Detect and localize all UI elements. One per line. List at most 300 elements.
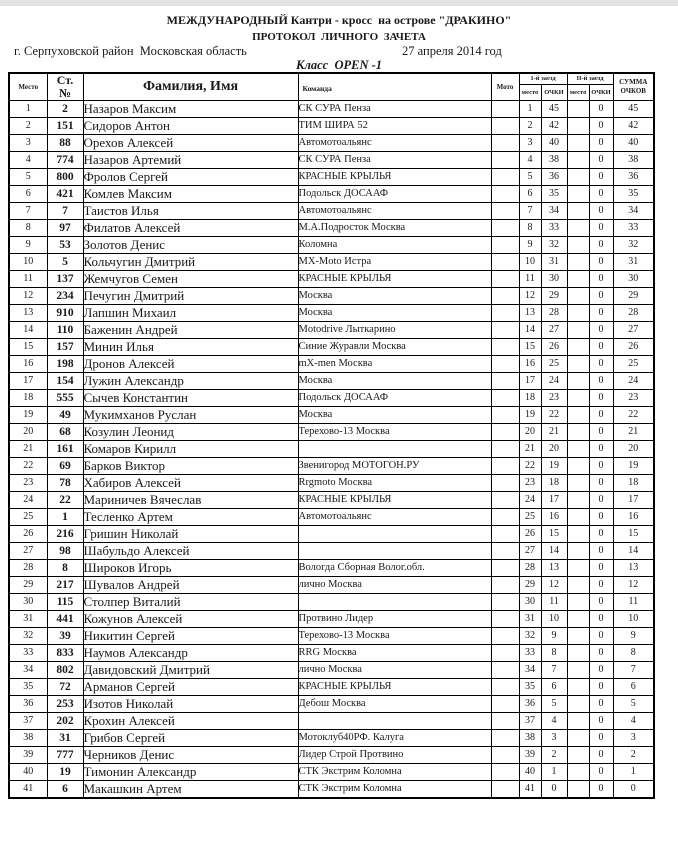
cell-total: 35 (613, 185, 654, 202)
cell-total: 42 (613, 117, 654, 134)
cell-race1_place: 37 (519, 712, 541, 729)
cell-race2_points: 0 (589, 712, 613, 729)
cell-start_no: 6 (47, 780, 83, 798)
cell-moto (491, 508, 519, 525)
cell-race2_place (567, 712, 589, 729)
cell-start_no: 5 (47, 253, 83, 270)
cell-race2_points: 0 (589, 576, 613, 593)
cell-total: 27 (613, 321, 654, 338)
cell-race1_place: 5 (519, 168, 541, 185)
cell-team: Мотоклуб40РФ. Калуга (298, 729, 491, 746)
cell-start_no: 88 (47, 134, 83, 151)
cell-race2_points: 0 (589, 542, 613, 559)
cell-place: 39 (9, 746, 47, 763)
cell-race2_points: 0 (589, 423, 613, 440)
table-row (9, 304, 654, 321)
cell-race1_points: 19 (541, 457, 567, 474)
cell-race2_place (567, 236, 589, 253)
cell-place: 35 (9, 678, 47, 695)
cell-race1_points: 32 (541, 236, 567, 253)
cell-name: Сидоров Антон (83, 117, 298, 134)
cell-race1_place: 13 (519, 304, 541, 321)
cell-total: 18 (613, 474, 654, 491)
cell-race2_points: 0 (589, 440, 613, 457)
cell-race2_points: 0 (589, 338, 613, 355)
cell-total: 20 (613, 440, 654, 457)
cell-start_no: 800 (47, 168, 83, 185)
cell-moto (491, 100, 519, 117)
cell-race1_place: 34 (519, 661, 541, 678)
cell-race2_points: 0 (589, 780, 613, 798)
cell-race2_place (567, 695, 589, 712)
cell-team: Лидер Строй Протвино (298, 746, 491, 763)
col-header-race2-place: место (567, 84, 589, 100)
cell-moto (491, 712, 519, 729)
cell-race1_points: 22 (541, 406, 567, 423)
cell-moto (491, 491, 519, 508)
cell-race1_place: 26 (519, 525, 541, 542)
cell-race2_points: 0 (589, 287, 613, 304)
cell-race1_points: 21 (541, 423, 567, 440)
cell-race2_place (567, 287, 589, 304)
cell-place: 2 (9, 117, 47, 134)
table-row (9, 134, 654, 151)
cell-total: 6 (613, 678, 654, 695)
cell-moto (491, 219, 519, 236)
cell-total: 1 (613, 763, 654, 780)
cell-race2_place (567, 423, 589, 440)
cell-moto (491, 117, 519, 134)
cell-race2_points: 0 (589, 729, 613, 746)
table-row (9, 610, 654, 627)
cell-name: Орехов Алексей (83, 134, 298, 151)
cell-name: Баженин Андрей (83, 321, 298, 338)
cell-place: 32 (9, 627, 47, 644)
cell-race2_place (567, 219, 589, 236)
cell-race2_place (567, 270, 589, 287)
table-row (9, 729, 654, 746)
cell-start_no: 98 (47, 542, 83, 559)
cell-total: 38 (613, 151, 654, 168)
cell-race1_place: 38 (519, 729, 541, 746)
cell-team (298, 525, 491, 542)
cell-total: 25 (613, 355, 654, 372)
table-row (9, 287, 654, 304)
cell-race1_place: 17 (519, 372, 541, 389)
cell-race2_place (567, 542, 589, 559)
cell-race1_place: 33 (519, 644, 541, 661)
cell-race2_place (567, 763, 589, 780)
cell-name: Шувалов Андрей (83, 576, 298, 593)
cell-team: Подольск ДОСААФ (298, 185, 491, 202)
cell-team: Синие Журавли Москва (298, 338, 491, 355)
cell-race1_place: 28 (519, 559, 541, 576)
cell-total: 24 (613, 372, 654, 389)
cell-race2_place (567, 117, 589, 134)
cell-place: 12 (9, 287, 47, 304)
cell-start_no: 49 (47, 406, 83, 423)
cell-moto (491, 644, 519, 661)
cell-moto (491, 423, 519, 440)
cell-race1_place: 22 (519, 457, 541, 474)
cell-moto (491, 168, 519, 185)
table-row (9, 559, 654, 576)
cell-name: Дронов Алексей (83, 355, 298, 372)
cell-team: Подольск ДОСААФ (298, 389, 491, 406)
cell-start_no: 217 (47, 576, 83, 593)
cell-race2_place (567, 746, 589, 763)
cell-race1_points: 11 (541, 593, 567, 610)
cell-place: 36 (9, 695, 47, 712)
cell-race2_points: 0 (589, 270, 613, 287)
document-subtitle: ПРОТОКОЛ ЛИЧНОГО ЗАЧЕТА (252, 31, 426, 43)
cell-race2_points: 0 (589, 593, 613, 610)
cell-race1_points: 28 (541, 304, 567, 321)
cell-total: 29 (613, 287, 654, 304)
table-row (9, 321, 654, 338)
class-label: Класс OPEN -1 (295, 58, 383, 72)
table-row (9, 525, 654, 542)
top-strip (0, 0, 678, 6)
cell-place: 9 (9, 236, 47, 253)
cell-place: 22 (9, 457, 47, 474)
col-header-race1-place: место (519, 84, 541, 100)
cell-race1_place: 8 (519, 219, 541, 236)
event-date: 27 апреля 2014 год (402, 44, 502, 58)
cell-race2_place (567, 457, 589, 474)
cell-race2_place (567, 780, 589, 798)
table-row (9, 355, 654, 372)
cell-race2_place (567, 593, 589, 610)
cell-name: Золотов Денис (83, 236, 298, 253)
cell-race1_points: 2 (541, 746, 567, 763)
col-header-start-no-line2: № (58, 85, 72, 100)
cell-start_no: 833 (47, 644, 83, 661)
cell-place: 18 (9, 389, 47, 406)
cell-moto (491, 287, 519, 304)
cell-place: 34 (9, 661, 47, 678)
cell-moto (491, 406, 519, 423)
cell-race2_points: 0 (589, 168, 613, 185)
cell-race2_points: 0 (589, 236, 613, 253)
cell-start_no: 22 (47, 491, 83, 508)
table-row (9, 542, 654, 559)
cell-name: Изотов Николай (83, 695, 298, 712)
cell-start_no: 154 (47, 372, 83, 389)
cell-race2_place (567, 202, 589, 219)
cell-moto (491, 780, 519, 798)
cell-moto (491, 389, 519, 406)
col-header-name: Фамилия, Имя (83, 73, 298, 100)
cell-name: Назаров Артемий (83, 151, 298, 168)
cell-place: 13 (9, 304, 47, 321)
cell-race2_place (567, 729, 589, 746)
cell-race1_place: 24 (519, 491, 541, 508)
cell-team: Москва (298, 406, 491, 423)
cell-race2_points: 0 (589, 321, 613, 338)
cell-start_no: 137 (47, 270, 83, 287)
cell-race1_points: 7 (541, 661, 567, 678)
cell-start_no: 97 (47, 219, 83, 236)
cell-race2_points: 0 (589, 389, 613, 406)
cell-start_no: 441 (47, 610, 83, 627)
cell-total: 7 (613, 661, 654, 678)
cell-moto (491, 134, 519, 151)
cell-team: КРАСНЫЕ КРЫЛЬЯ (298, 678, 491, 695)
results-table-body (9, 100, 654, 798)
cell-team: Москва (298, 287, 491, 304)
document-title: МЕЖДУНАРОДНЫЙ Кантри - кросс на острове "ДРАКИНО" (166, 13, 512, 27)
cell-name: Давидовский Дмитрий (83, 661, 298, 678)
table-row (9, 661, 654, 678)
cell-race1_place: 19 (519, 406, 541, 423)
table-row (9, 491, 654, 508)
cell-race1_points: 40 (541, 134, 567, 151)
cell-place: 25 (9, 508, 47, 525)
cell-race2_place (567, 253, 589, 270)
cell-race2_place (567, 185, 589, 202)
cell-place: 24 (9, 491, 47, 508)
cell-name: Наумов Александр (83, 644, 298, 661)
cell-race1_place: 23 (519, 474, 541, 491)
cell-name: Столпер Виталий (83, 593, 298, 610)
cell-place: 4 (9, 151, 47, 168)
cell-race2_points: 0 (589, 678, 613, 695)
cell-total: 9 (613, 627, 654, 644)
cell-team (298, 712, 491, 729)
cell-race2_place (567, 168, 589, 185)
cell-team: СТК Экстрим Коломна (298, 763, 491, 780)
cell-place: 16 (9, 355, 47, 372)
table-row (9, 423, 654, 440)
cell-team: Дебош Москва (298, 695, 491, 712)
cell-race1_place: 40 (519, 763, 541, 780)
cell-place: 19 (9, 406, 47, 423)
cell-name: Грибов Сергей (83, 729, 298, 746)
cell-place: 17 (9, 372, 47, 389)
cell-start_no: 555 (47, 389, 83, 406)
cell-moto (491, 270, 519, 287)
cell-race1_place: 4 (519, 151, 541, 168)
cell-race2_points: 0 (589, 661, 613, 678)
cell-race2_place (567, 321, 589, 338)
cell-race1_points: 13 (541, 559, 567, 576)
cell-total: 26 (613, 338, 654, 355)
cell-place: 40 (9, 763, 47, 780)
cell-race1_points: 20 (541, 440, 567, 457)
cell-place: 11 (9, 270, 47, 287)
cell-race2_points: 0 (589, 117, 613, 134)
cell-race1_points: 31 (541, 253, 567, 270)
table-row (9, 576, 654, 593)
cell-moto (491, 576, 519, 593)
cell-total: 5 (613, 695, 654, 712)
table-row (9, 627, 654, 644)
cell-name: Печугин Дмитрий (83, 287, 298, 304)
cell-team (298, 440, 491, 457)
cell-race1_points: 35 (541, 185, 567, 202)
cell-place: 20 (9, 423, 47, 440)
cell-start_no: 7 (47, 202, 83, 219)
cell-moto (491, 678, 519, 695)
cell-place: 37 (9, 712, 47, 729)
cell-team: ТИМ ШИРА 52 (298, 117, 491, 134)
cell-name: Мукимханов Руслан (83, 406, 298, 423)
cell-total: 11 (613, 593, 654, 610)
cell-race1_place: 18 (519, 389, 541, 406)
cell-race2_points: 0 (589, 746, 613, 763)
cell-moto (491, 559, 519, 576)
col-header-place: Место (9, 73, 47, 100)
cell-team: Коломна (298, 236, 491, 253)
cell-start_no: 31 (47, 729, 83, 746)
cell-moto (491, 474, 519, 491)
cell-race1_place: 2 (519, 117, 541, 134)
cell-team: СК СУРА Пенза (298, 151, 491, 168)
cell-race2_points: 0 (589, 304, 613, 321)
cell-moto (491, 627, 519, 644)
table-row (9, 780, 654, 798)
cell-race2_points: 0 (589, 202, 613, 219)
cell-name: Никитин Сергей (83, 627, 298, 644)
cell-name: Жемчугов Семен (83, 270, 298, 287)
results-table (8, 72, 655, 799)
cell-race2_points: 0 (589, 644, 613, 661)
cell-place: 5 (9, 168, 47, 185)
cell-total: 4 (613, 712, 654, 729)
table-row (9, 695, 654, 712)
cell-team: Москва (298, 372, 491, 389)
cell-team: Вологда Сборная Волог.обл. (298, 559, 491, 576)
cell-team: Автомотоальянс (298, 202, 491, 219)
cell-team: Протвино Лидер (298, 610, 491, 627)
cell-moto (491, 372, 519, 389)
cell-race2_place (567, 576, 589, 593)
table-row (9, 440, 654, 457)
cell-total: 30 (613, 270, 654, 287)
cell-name: Фролов Сергей (83, 168, 298, 185)
cell-race1_place: 11 (519, 270, 541, 287)
cell-start_no: 39 (47, 627, 83, 644)
cell-name: Мариничев Вячеслав (83, 491, 298, 508)
cell-race2_points: 0 (589, 508, 613, 525)
cell-name: Гришин Николай (83, 525, 298, 542)
cell-total: 32 (613, 236, 654, 253)
cell-total: 40 (613, 134, 654, 151)
table-row (9, 185, 654, 202)
col-header-sum-line2: ОЧКОВ (620, 86, 646, 95)
cell-total: 15 (613, 525, 654, 542)
cell-team: MX-Moto Истра (298, 253, 491, 270)
table-row (9, 372, 654, 389)
table-row (9, 168, 654, 185)
cell-total: 19 (613, 457, 654, 474)
cell-moto (491, 202, 519, 219)
cell-race2_points: 0 (589, 474, 613, 491)
cell-race2_points: 0 (589, 100, 613, 117)
cell-race1_place: 21 (519, 440, 541, 457)
cell-moto (491, 321, 519, 338)
cell-race1_place: 29 (519, 576, 541, 593)
cell-race1_points: 24 (541, 372, 567, 389)
cell-moto (491, 338, 519, 355)
cell-name: Таистов Илья (83, 202, 298, 219)
cell-race1_place: 36 (519, 695, 541, 712)
cell-moto (491, 610, 519, 627)
cell-team: СК СУРА Пенза (298, 100, 491, 117)
cell-total: 2 (613, 746, 654, 763)
cell-start_no: 110 (47, 321, 83, 338)
cell-start_no: 910 (47, 304, 83, 321)
col-header-race2-points: ОЧКИ (589, 84, 613, 100)
cell-moto (491, 763, 519, 780)
cell-place: 10 (9, 253, 47, 270)
cell-total: 8 (613, 644, 654, 661)
cell-place: 38 (9, 729, 47, 746)
cell-race1_points: 3 (541, 729, 567, 746)
cell-place: 1 (9, 100, 47, 117)
cell-race1_place: 27 (519, 542, 541, 559)
cell-team (298, 593, 491, 610)
cell-race1_points: 27 (541, 321, 567, 338)
cell-name: Тимонин Александр (83, 763, 298, 780)
cell-name: Арманов Сергей (83, 678, 298, 695)
cell-name: Сычев Константин (83, 389, 298, 406)
cell-team: Rrgmoto Москва (298, 474, 491, 491)
table-row (9, 253, 654, 270)
cell-moto (491, 695, 519, 712)
cell-team: Автомотоальянс (298, 134, 491, 151)
cell-race2_place (567, 304, 589, 321)
cell-team: СТК Экстрим Коломна (298, 780, 491, 798)
cell-total: 28 (613, 304, 654, 321)
cell-total: 14 (613, 542, 654, 559)
cell-race1_place: 10 (519, 253, 541, 270)
cell-moto (491, 525, 519, 542)
col-header-start-no (47, 73, 83, 100)
cell-race2_place (567, 440, 589, 457)
table-row (9, 712, 654, 729)
cell-start_no: 202 (47, 712, 83, 729)
cell-team: mX-men Москва (298, 355, 491, 372)
cell-total: 12 (613, 576, 654, 593)
cell-start_no: 1 (47, 508, 83, 525)
cell-race1_points: 29 (541, 287, 567, 304)
cell-race1_place: 32 (519, 627, 541, 644)
cell-race2_points: 0 (589, 695, 613, 712)
col-header-moto: Мото (491, 73, 519, 100)
cell-race1_points: 4 (541, 712, 567, 729)
cell-team (298, 542, 491, 559)
col-header-sum-line1: СУММА (619, 78, 648, 86)
cell-start_no: 69 (47, 457, 83, 474)
cell-race1_points: 1 (541, 763, 567, 780)
table-row (9, 117, 654, 134)
cell-name: Комаров Кирилл (83, 440, 298, 457)
cell-race2_points: 0 (589, 627, 613, 644)
cell-race1_points: 18 (541, 474, 567, 491)
cell-name: Комлев Максим (83, 185, 298, 202)
table-row (9, 406, 654, 423)
cell-race2_place (567, 338, 589, 355)
cell-race1_points: 6 (541, 678, 567, 695)
cell-race2_place (567, 525, 589, 542)
cell-total: 36 (613, 168, 654, 185)
cell-team: КРАСНЫЕ КРЫЛЬЯ (298, 270, 491, 287)
cell-place: 7 (9, 202, 47, 219)
col-header-race1: 1-й заезд (519, 73, 567, 84)
cell-race1_place: 25 (519, 508, 541, 525)
